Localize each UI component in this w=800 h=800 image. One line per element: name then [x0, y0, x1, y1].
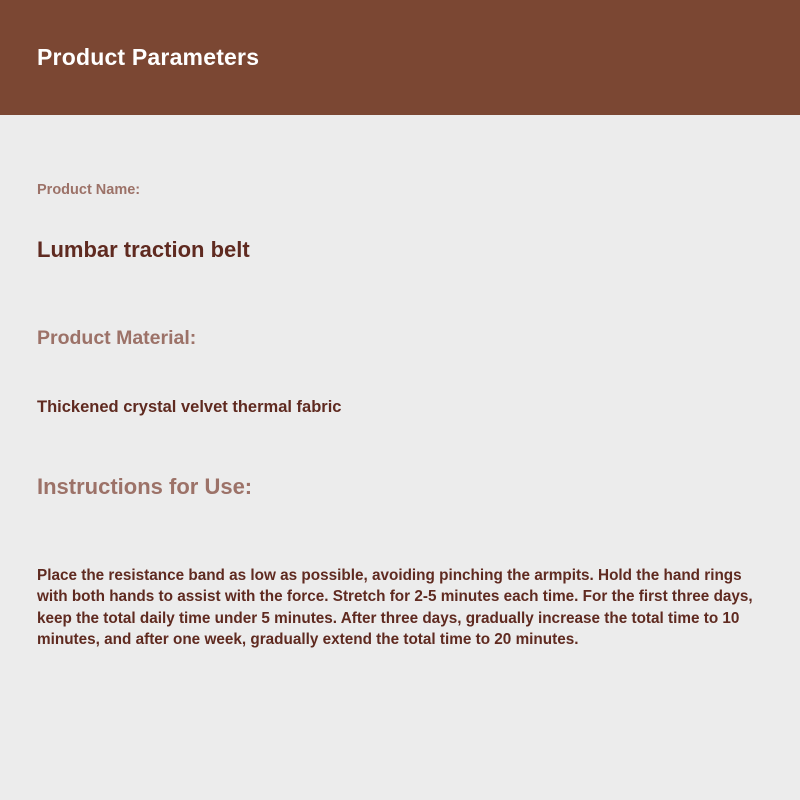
product-material-value: Thickened crystal velvet thermal fabric — [37, 398, 342, 416]
instructions-value: Place the resistance band as low as possible, avoiding pinching the armpits. Hold the hand rings with both hands to assist with the force. Stretch for 2-5 minutes each time. For the first three days, keep the total daily time under 5 minutes. After three days, gradually increase the total time to 10 minutes, and after one week, gradually extend the total time to 20 minutes. — [37, 567, 753, 648]
product-material-label: Product Material: — [37, 327, 197, 349]
page-header — [0, 0, 800, 115]
product-name-value: Lumbar traction belt — [37, 237, 250, 262]
product-name-label: Product Name: — [37, 182, 141, 198]
instructions-label: Instructions for Use: — [37, 474, 253, 499]
product-material-label-row — [37, 327, 763, 350]
instructions-label-row — [37, 474, 763, 500]
product-name-value-row — [37, 237, 763, 263]
product-name-label-row — [37, 182, 763, 198]
parameters-content — [0, 115, 800, 800]
product-material-value-row — [37, 398, 763, 417]
instructions-value-row — [37, 550, 763, 665]
page-title: Product Parameters — [37, 44, 260, 70]
